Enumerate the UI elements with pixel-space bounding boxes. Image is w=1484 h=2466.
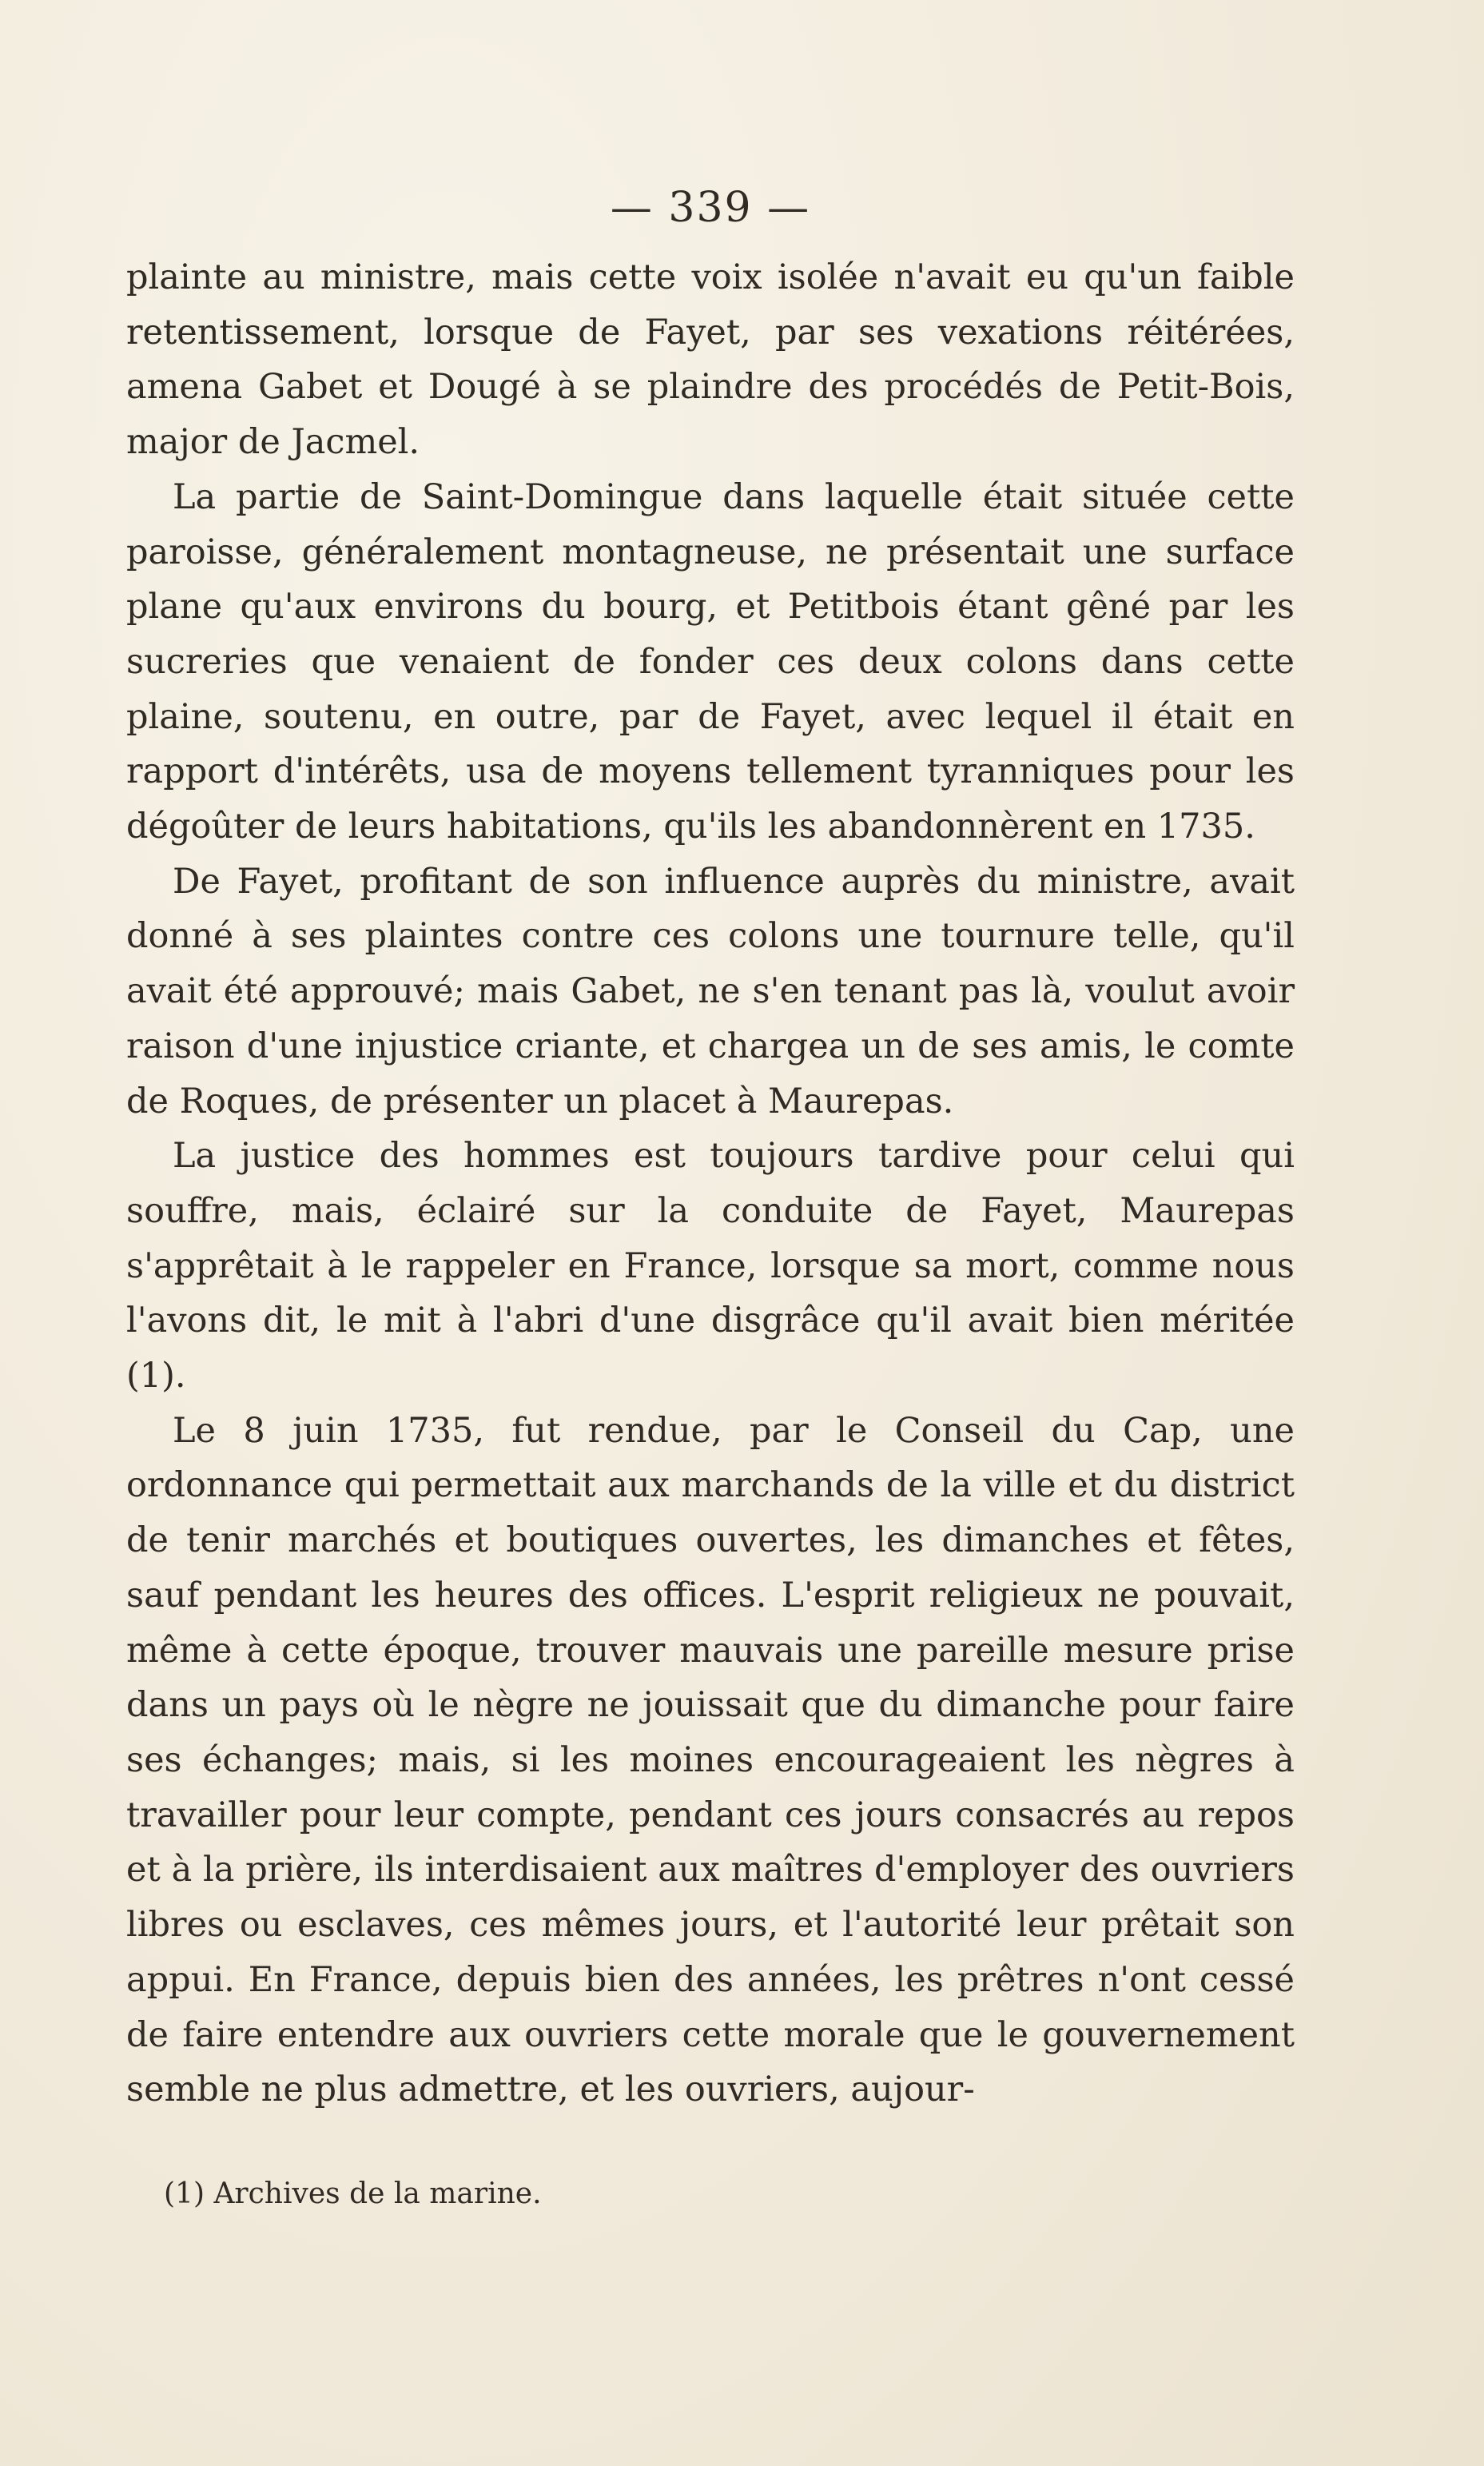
footnote: (1) Archives de la marine.	[164, 2177, 542, 2210]
book-page	[126, 180, 1295, 2117]
paragraph-2: La partie de Saint-Domingue dans laquelle était située cette paroisse, généralement montagneuse, ne présentait une surface plane qu'aux environs du bourg, et Petitbois étant gêné par les sucreries que venaient de fonder ces deux colons dans cette plaine, soutenu, en outre, par de Fayet, avec lequel il était en rapport d'intérêts, usa de moyens tellement tyranniques pour les dégoûter de leurs habitations, qu'ils les abandonnèrent en 1735.	[126, 476, 1295, 847]
paragraph-3: De Fayet, profitant de son influence auprès du ministre, avait donné à ses plaintes contre ces colons une tournure telle, qu'il avait été approuvé; mais Gabet, ne s'en tenant pas là, voulut avoir raison d'une injustice criante, et chargea un de ses amis, le comte de Roques, de présenter un placet à Maurepas.	[126, 861, 1295, 1121]
paragraph-5: Le 8 juin 1735, fut rendue, par le Conseil du Cap, une ordonnance qui permettait aux marchands de la ville et du district de tenir marchés et boutiques ouvertes, les dimanches et fêtes, sauf pendant les heures des offices. L'esprit religieux ne pouvait, même à cette époque, trouver mauvais une pareille mesure prise dans un pays où le nègre ne jouissait que du dimanche pour faire ses échanges; mais, si les moines encourageaient les nègres à travailler pour leur compte, pendant ces jours consacrés au repos et à la prière, ils interdisaient aux maîtres d'employer des ouvriers libres ou esclaves, ces mêmes jours, et l'autorité leur prêtait son appui. En France, depuis bien des années, les prêtres n'ont cessé de faire entendre aux ouvriers cette morale que le gouvernement semble ne plus admettre, et les ouvriers, aujour-	[126, 1410, 1295, 2110]
page-number: — 339 —	[610, 184, 811, 232]
paragraph-4: La justice des hommes est toujours tardive pour celui qui souffre, mais, éclairé sur la conduite de Fayet, Maurepas s'apprêtait à le rappeler en France, lorsque sa mort, comme nous l'avons dit, le mit à l'abri d'une disgrâce qu'il avait bien méritée (1).	[126, 1136, 1295, 1396]
body-text	[126, 250, 1295, 2117]
paragraph-1: plainte au ministre, mais cette voix isolée n'avait eu qu'un faible retentissement, lorsque de Fayet, par ses vexations réitérées, amena Gabet et Dougé à se plaindre des procédés de Petit-Bois, major de Jacmel.	[126, 257, 1295, 463]
